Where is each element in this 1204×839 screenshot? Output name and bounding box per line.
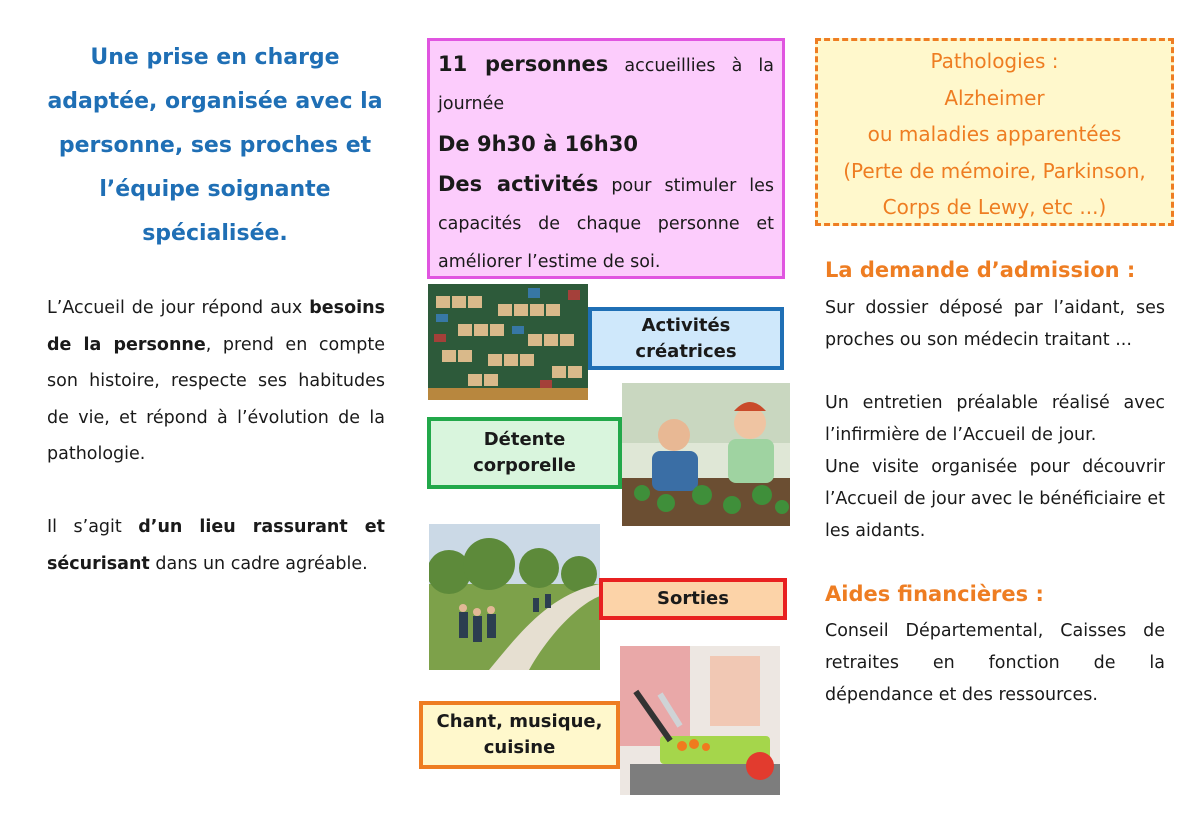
label-sorties [599,578,787,620]
label-line: cuisine [483,737,556,758]
aides-paragraph: Conseil Départemental, Caisses de retraites en fonction de la dépendance et des ressources. [825,621,1165,705]
pathologies-line: Corps de Lewy, etc ...) [882,195,1107,219]
label-detente-corporelle [427,417,622,489]
label-line: Activités [641,314,731,336]
admission-heading: La demande d’admission : [825,258,1136,282]
left-title-line: l’équipe soignante [99,177,331,202]
left-title-line: Une prise en charge [90,45,340,70]
intro-paragraph [47,290,385,473]
cooking-photo [620,646,780,795]
label-line: Détente [483,429,566,450]
admission-paragraph-3: Une visite organisée pour découvrir l’Accueil de jour avec le bénéficiaire et les aidants. [825,457,1165,541]
activities-rest: pour stimuler les capacités de chaque personne et améliorer l’estime de soi. [438,176,774,272]
left-title [40,36,390,256]
capacity-line [438,45,774,123]
place-text: Il s’agit [47,517,139,537]
admission-paragraph-2: Un entretien préalable réalisé avec l’infirmière de l’Accueil de jour. [825,393,1165,445]
scrabble-photo [428,284,588,400]
label-activites-creatrices [588,307,784,370]
intro-bold: besoins de la personne [47,298,385,355]
pathologies-line: Alzheimer [944,85,1045,110]
walking-photo [429,524,600,670]
left-title-line: spécialisée. [142,221,288,246]
capacity-bold: 11 personnes [438,52,609,76]
label-line: Chant, musique, [436,711,603,732]
gardening-photo [622,383,790,526]
pathologies-box [815,38,1174,226]
hours-line: De 9h30 à 16h30 [438,132,638,156]
left-title-line: personne, ses proches et [58,133,372,158]
place-bold: d’un lieu rassurant et sécurisant [47,517,385,574]
aides-heading: Aides financières : [825,582,1044,606]
pathologies-line: ou maladies apparentées [867,122,1122,146]
label-line: Sorties [657,588,729,609]
schedule-box [427,38,785,279]
label-line: corporelle [473,455,576,476]
intro-text-end: , prend en compte son histoire, respecte ses habitudes de vie, et répond à l’évolution de la pathologie. [47,334,386,464]
place-paragraph [47,509,385,582]
label-line: créatrices [635,340,737,362]
label-chant-musique-cuisine [419,701,620,769]
pathologies-line: Pathologies : [930,49,1059,73]
place-text-end: dans un cadre agréable. [149,553,368,574]
pathologies-line: (Perte de mémoire, Parkinson, [843,158,1146,183]
intro-text: L’Accueil de jour répond aux [47,298,310,318]
activities-line [438,165,774,281]
capacity-rest: accueillies à la journée [438,56,774,114]
left-title-line: adaptée, organisée avec la [47,89,383,114]
activities-bold: Des activités [438,172,599,196]
admission-paragraph-1: Sur dossier déposé par l’aidant, ses proches ou son médecin traitant ... [825,298,1165,350]
